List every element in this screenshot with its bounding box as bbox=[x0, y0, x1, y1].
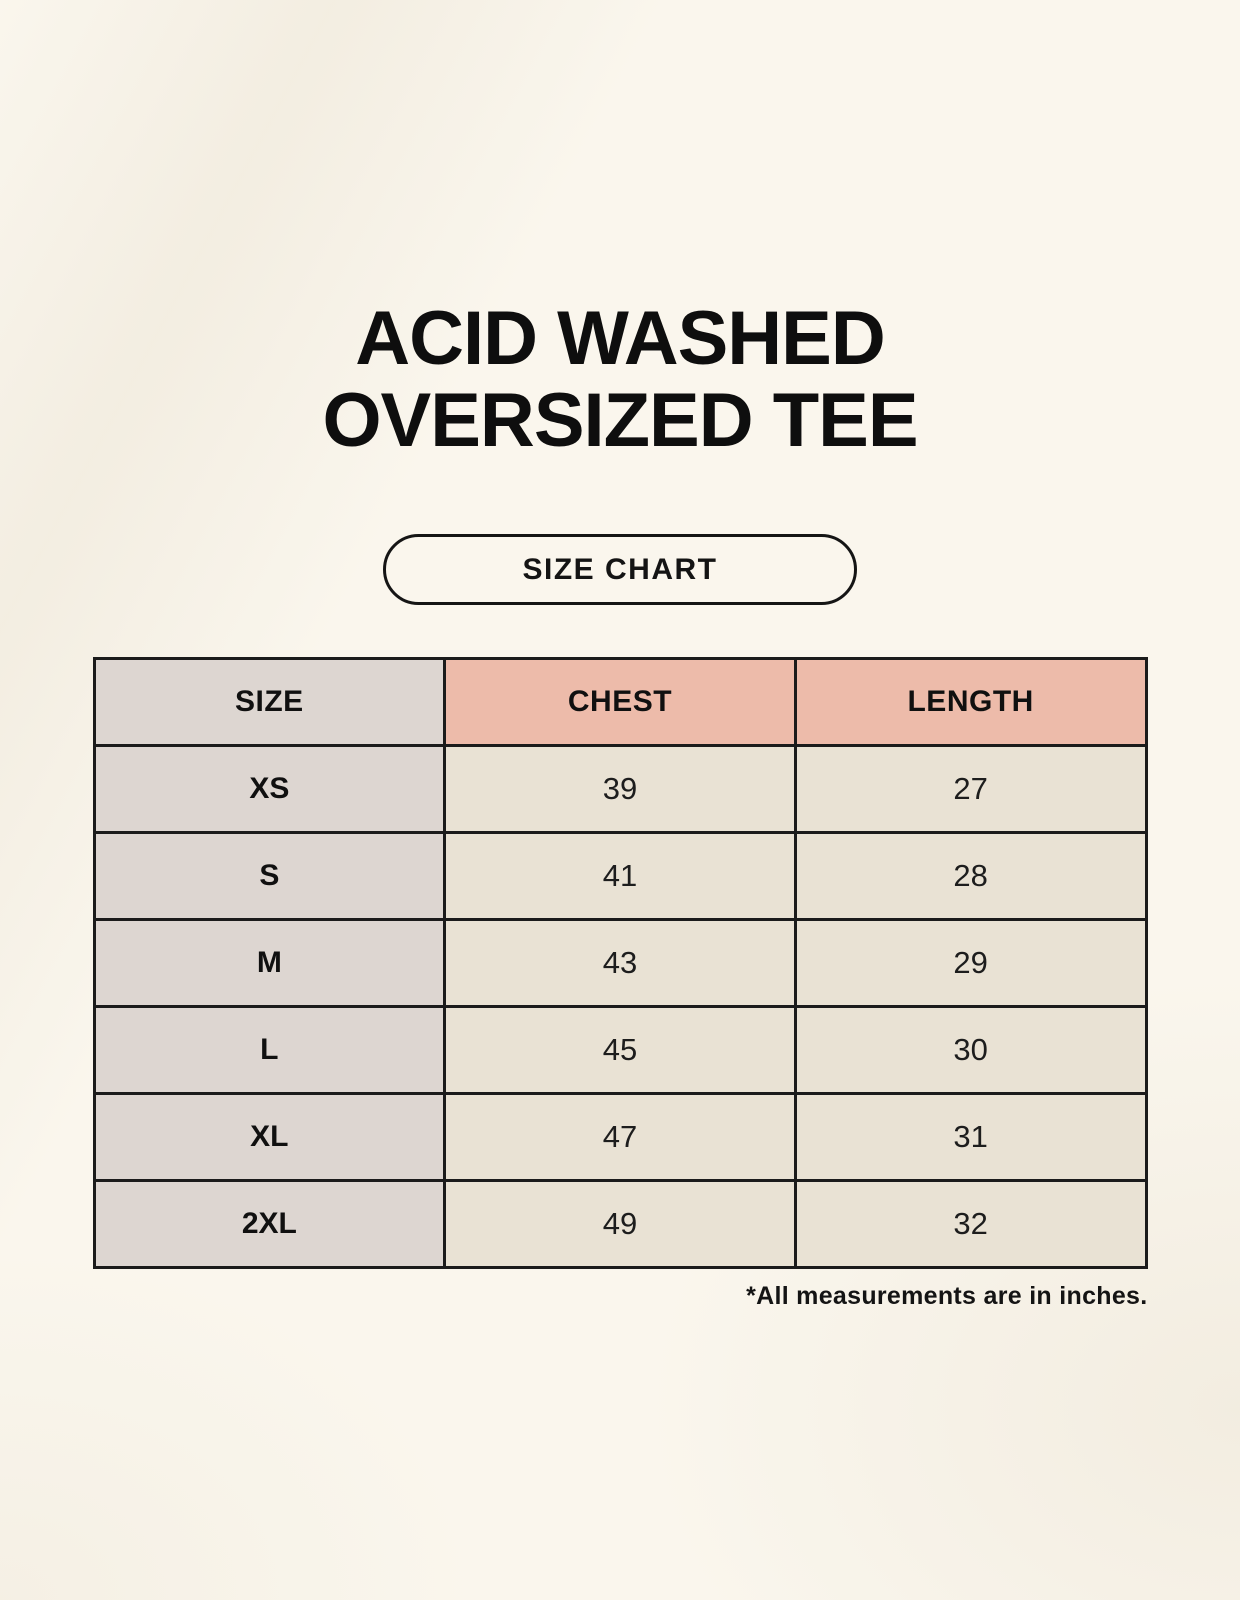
size-chart-button-label: SIZE CHART bbox=[522, 552, 718, 586]
size-cell: M bbox=[94, 920, 445, 1007]
length-cell: 30 bbox=[795, 1007, 1146, 1094]
size-chart-button[interactable] bbox=[383, 534, 857, 605]
length-cell: 27 bbox=[795, 746, 1146, 833]
chest-cell: 45 bbox=[445, 1007, 796, 1094]
chest-cell: 49 bbox=[445, 1181, 796, 1268]
table-row bbox=[94, 1094, 1146, 1181]
product-title-line2: OVERSIZED TEE bbox=[322, 378, 918, 464]
length-cell: 28 bbox=[795, 833, 1146, 920]
size-cell: XS bbox=[94, 746, 445, 833]
measurements-footnote: *All measurements are in inches. bbox=[746, 1282, 1148, 1311]
chest-cell: 41 bbox=[445, 833, 796, 920]
size-chart-table bbox=[93, 657, 1148, 1269]
product-title bbox=[0, 0, 1240, 462]
size-cell: 2XL bbox=[94, 1181, 445, 1268]
chest-cell: 39 bbox=[445, 746, 796, 833]
chest-cell: 47 bbox=[445, 1094, 796, 1181]
header-cell-length: LENGTH bbox=[795, 659, 1146, 746]
table-row bbox=[94, 1181, 1146, 1268]
size-cell: XL bbox=[94, 1094, 445, 1181]
chest-cell: 43 bbox=[445, 920, 796, 1007]
header-cell-chest: CHEST bbox=[445, 659, 796, 746]
length-cell: 32 bbox=[795, 1181, 1146, 1268]
header-row bbox=[94, 659, 1146, 746]
size-cell: L bbox=[94, 1007, 445, 1094]
size-table-body bbox=[94, 746, 1146, 1268]
table-row bbox=[94, 833, 1146, 920]
size-cell: S bbox=[94, 833, 445, 920]
table-row bbox=[94, 1007, 1146, 1094]
table-row bbox=[94, 920, 1146, 1007]
table-row bbox=[94, 746, 1146, 833]
length-cell: 31 bbox=[795, 1094, 1146, 1181]
product-title-line1: ACID WASHED bbox=[355, 296, 885, 381]
header-cell-size: SIZE bbox=[94, 659, 445, 746]
length-cell: 29 bbox=[795, 920, 1146, 1007]
